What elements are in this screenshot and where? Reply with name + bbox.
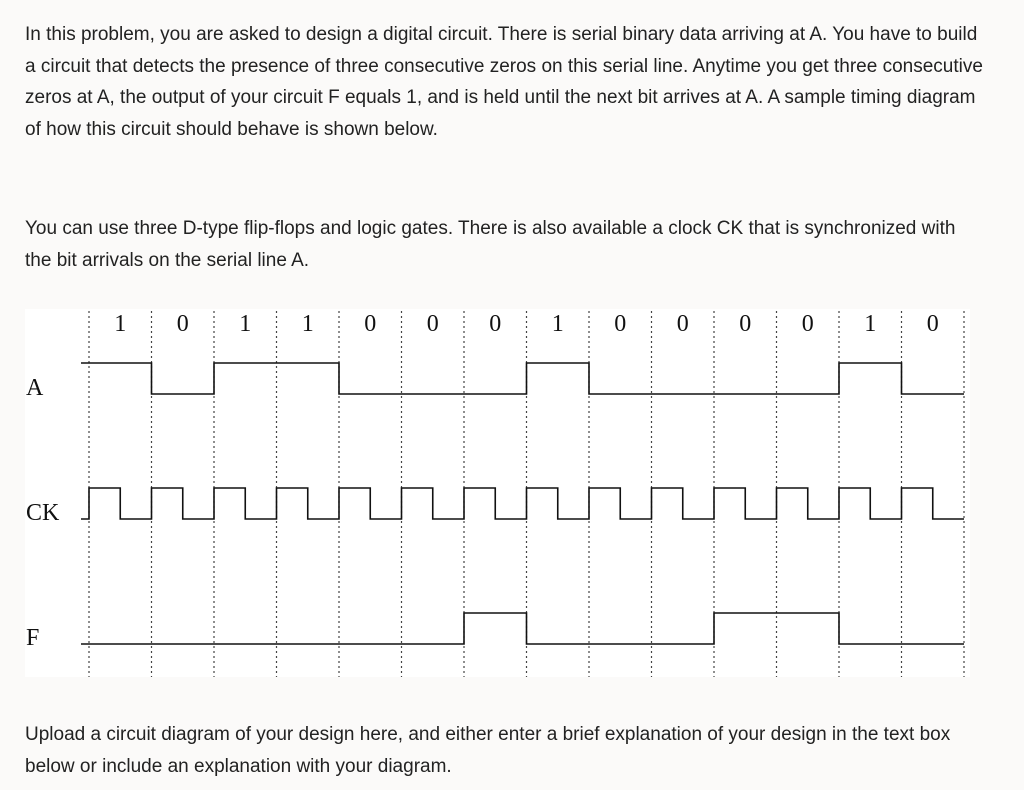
bit-label: 0	[489, 311, 502, 337]
bit-label: 1	[551, 311, 564, 337]
timing-diagram	[25, 309, 970, 677]
signal-label-ck: CK	[26, 500, 60, 526]
bit-label: 0	[176, 311, 189, 337]
signal-ck-waveform	[81, 488, 964, 519]
bit-label: 1	[864, 311, 877, 337]
signal-a-waveform	[81, 363, 964, 394]
bit-label: 0	[426, 311, 439, 337]
constraints-paragraph: You can use three D-type flip-flops and logic gates. There is also available a clock CK that is synchronized with the bit arrivals on the serial line A.	[25, 218, 956, 271]
bit-label: 1	[301, 311, 314, 337]
bit-label: 0	[926, 311, 939, 337]
intro-paragraph: In this problem, you are asked to design a digital circuit. There is serial binary data arriving at A. You have to build a circuit that detects the presence of three consecutive zeros on this serial line. Anytime you get three consecutive zeros at A, the output of your circuit F equals 1, and is held until the next bit arrives at A. A sample timing diagram of how this circuit should behave is shown below.	[25, 24, 983, 140]
upload-instructions: Upload a circuit diagram of your design here, and either enter a brief explanation of your design in the text box below or include an explanation with your diagram.	[25, 724, 951, 777]
bit-label: 0	[364, 311, 377, 337]
bit-labels	[114, 311, 939, 337]
signal-label-f: F	[26, 625, 40, 651]
bit-label: 1	[239, 311, 252, 337]
bit-label: 1	[114, 311, 127, 337]
signal-label-a: A	[26, 375, 44, 401]
bit-label: 0	[739, 311, 752, 337]
bit-label: 0	[614, 311, 627, 337]
bit-label: 0	[676, 311, 689, 337]
bit-label: 0	[801, 311, 814, 337]
